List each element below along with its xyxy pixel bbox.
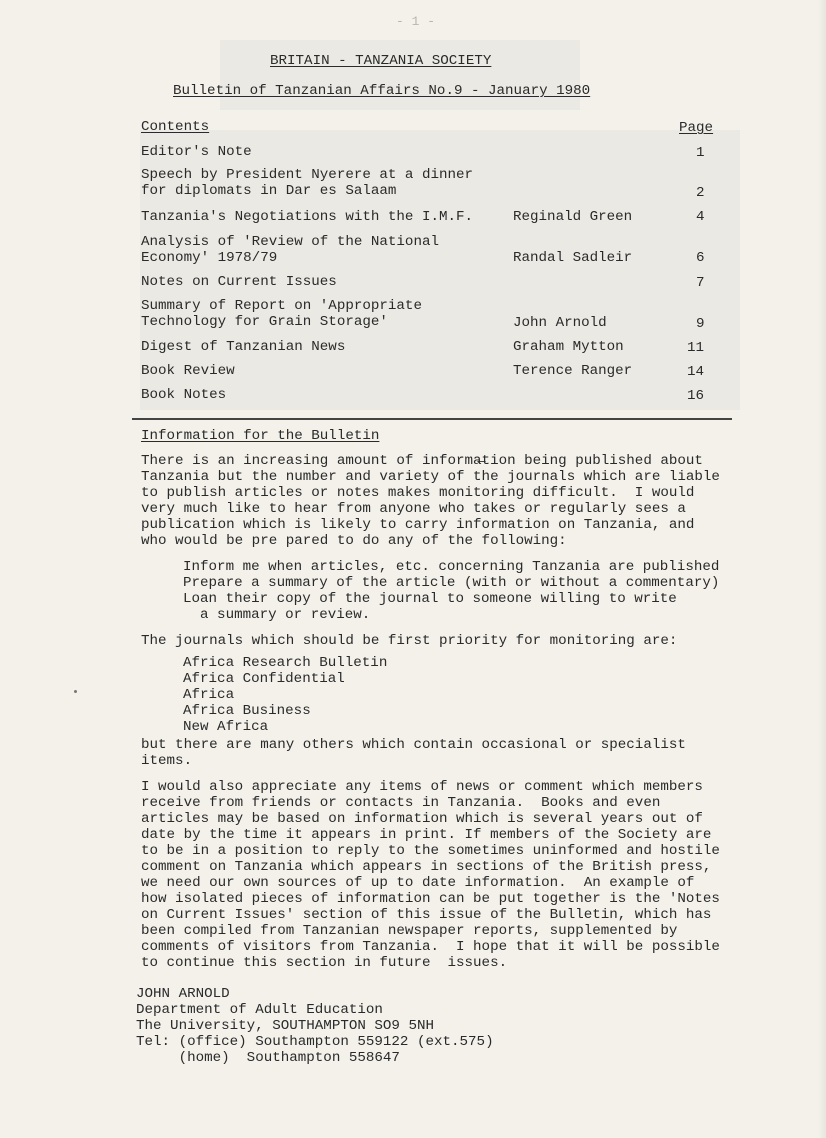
- signature-name: JOHN ARNOLD: [136, 986, 230, 1002]
- contents-author: Terence Ranger: [513, 363, 633, 379]
- body-line: how isolated pieces of information can be put together is the 'Notes: [141, 891, 720, 907]
- body-line: to be in a position to reply to the sometimes uninformed and hostile: [141, 843, 720, 859]
- body-line: comment on Tanzania which appears in sections of the British press,: [141, 859, 712, 875]
- contents-title: Economy' 1978/79: [141, 250, 278, 266]
- body-line: we need our own sources of up to date information. An example of: [141, 875, 695, 891]
- page-marker: - 1 -: [396, 14, 436, 29]
- contents-title: Analysis of 'Review of the National: [141, 234, 439, 250]
- body-line: who would be pre pared to do any of the following:: [141, 533, 567, 549]
- list-item: Inform me when articles, etc. concerning Tanzania are published: [183, 559, 720, 575]
- contents-page: 14: [687, 364, 705, 380]
- contents-title: Digest of Tanzanian News: [141, 339, 346, 355]
- body-line: very much like to hear from anyone who takes or regularly sees a: [141, 501, 686, 517]
- contents-heading: Contents: [141, 119, 210, 135]
- contents-title: Book Review: [141, 363, 235, 379]
- society-title: BRITAIN - TANZANIA SOCIETY: [270, 53, 492, 69]
- journal-item: Africa: [183, 687, 235, 703]
- signature-line: Department of Adult Education: [136, 1002, 383, 1018]
- contents-page: 4: [696, 209, 705, 225]
- contents-author: Randal Sadleir: [513, 250, 633, 266]
- body-line: Tanzania but the number and variety of the journals which are liable: [141, 469, 720, 485]
- body-line: I would also appreciate any items of news or comment which members: [141, 779, 703, 795]
- contents-page: 1: [696, 145, 705, 161]
- contents-title: Book Notes: [141, 387, 227, 403]
- body-line: articles may be based on information which is several years out of: [141, 811, 703, 827]
- list-item: Prepare a summary of the article (with or without a commentary): [183, 575, 720, 591]
- journal-item: New Africa: [183, 719, 269, 735]
- body-line: been compiled from Tanzanian newspaper reports, supplemented by: [141, 923, 678, 939]
- body-line: items.: [141, 753, 193, 769]
- contents-title: Speech by President Nyerere at a dinner: [141, 167, 474, 183]
- contents-author: John Arnold: [513, 315, 607, 331]
- contents-page: 11: [687, 340, 705, 356]
- contents-title: Tanzania's Negotiations with the I.M.F.: [141, 209, 474, 225]
- signature-line: Tel: (office) Southampton 559122 (ext.575): [136, 1034, 494, 1050]
- contents-page: 16: [687, 388, 705, 404]
- body-line: publication which is likely to carry information on Tanzania, and: [141, 517, 695, 533]
- contents-page: 7: [696, 275, 705, 291]
- signature-line: (home) Southampton 558647: [136, 1050, 400, 1066]
- body-line: date by the time it appears in print. If members of the Society are: [141, 827, 712, 843]
- journal-item: Africa Research Bulletin: [183, 655, 388, 671]
- body-line: to continue this section in future issues.: [141, 955, 508, 971]
- body-line: There is an increasing amount of informa̶tion being published about: [141, 453, 703, 469]
- info-heading: Information for the Bulletin: [141, 428, 380, 444]
- body-line: on Current Issues' section of this issue of the Bulletin, which has: [141, 907, 712, 923]
- page-edge-shadow: [818, 0, 826, 1138]
- bleed-through-shadow: [220, 40, 580, 110]
- journal-item: Africa Business: [183, 703, 311, 719]
- contents-title: for diplomats in Dar es Salaam: [141, 183, 397, 199]
- bulletin-title: Bulletin of Tanzanian Affairs No.9 - January 1980: [173, 83, 591, 99]
- contents-page: 6: [696, 250, 705, 266]
- contents-title: Editor's Note: [141, 144, 252, 160]
- page-heading: Page: [679, 120, 714, 136]
- section-divider: [132, 418, 732, 420]
- contents-page: 2: [696, 185, 705, 201]
- contents-title: Notes on Current Issues: [141, 274, 337, 290]
- contents-title: Summary of Report on 'Appropriate: [141, 298, 422, 314]
- body-line: but there are many others which contain occasional or specialist: [141, 737, 686, 753]
- body-line: The journals which should be first priority for monitoring are:: [141, 633, 678, 649]
- body-line: comments of visitors from Tanzania. I hope that it will be possible: [141, 939, 720, 955]
- contents-author: Reginald Green: [513, 209, 633, 225]
- body-line: receive from friends or contacts in Tanzania. Books and even: [141, 795, 661, 811]
- journal-item: Africa Confidential: [183, 671, 345, 687]
- contents-title: Technology for Grain Storage': [141, 314, 388, 330]
- list-item: Loan their copy of the journal to someone willing to write: [183, 591, 677, 607]
- contents-author: Graham Mytton: [513, 339, 624, 355]
- signature-line: The University, SOUTHAMPTON SO9 5NH: [136, 1018, 434, 1034]
- list-item: a summary or review.: [183, 607, 371, 623]
- contents-page: 9: [696, 316, 705, 332]
- ink-speck: [74, 690, 77, 693]
- body-line: to publish articles or notes makes monitoring difficult. I would: [141, 485, 695, 501]
